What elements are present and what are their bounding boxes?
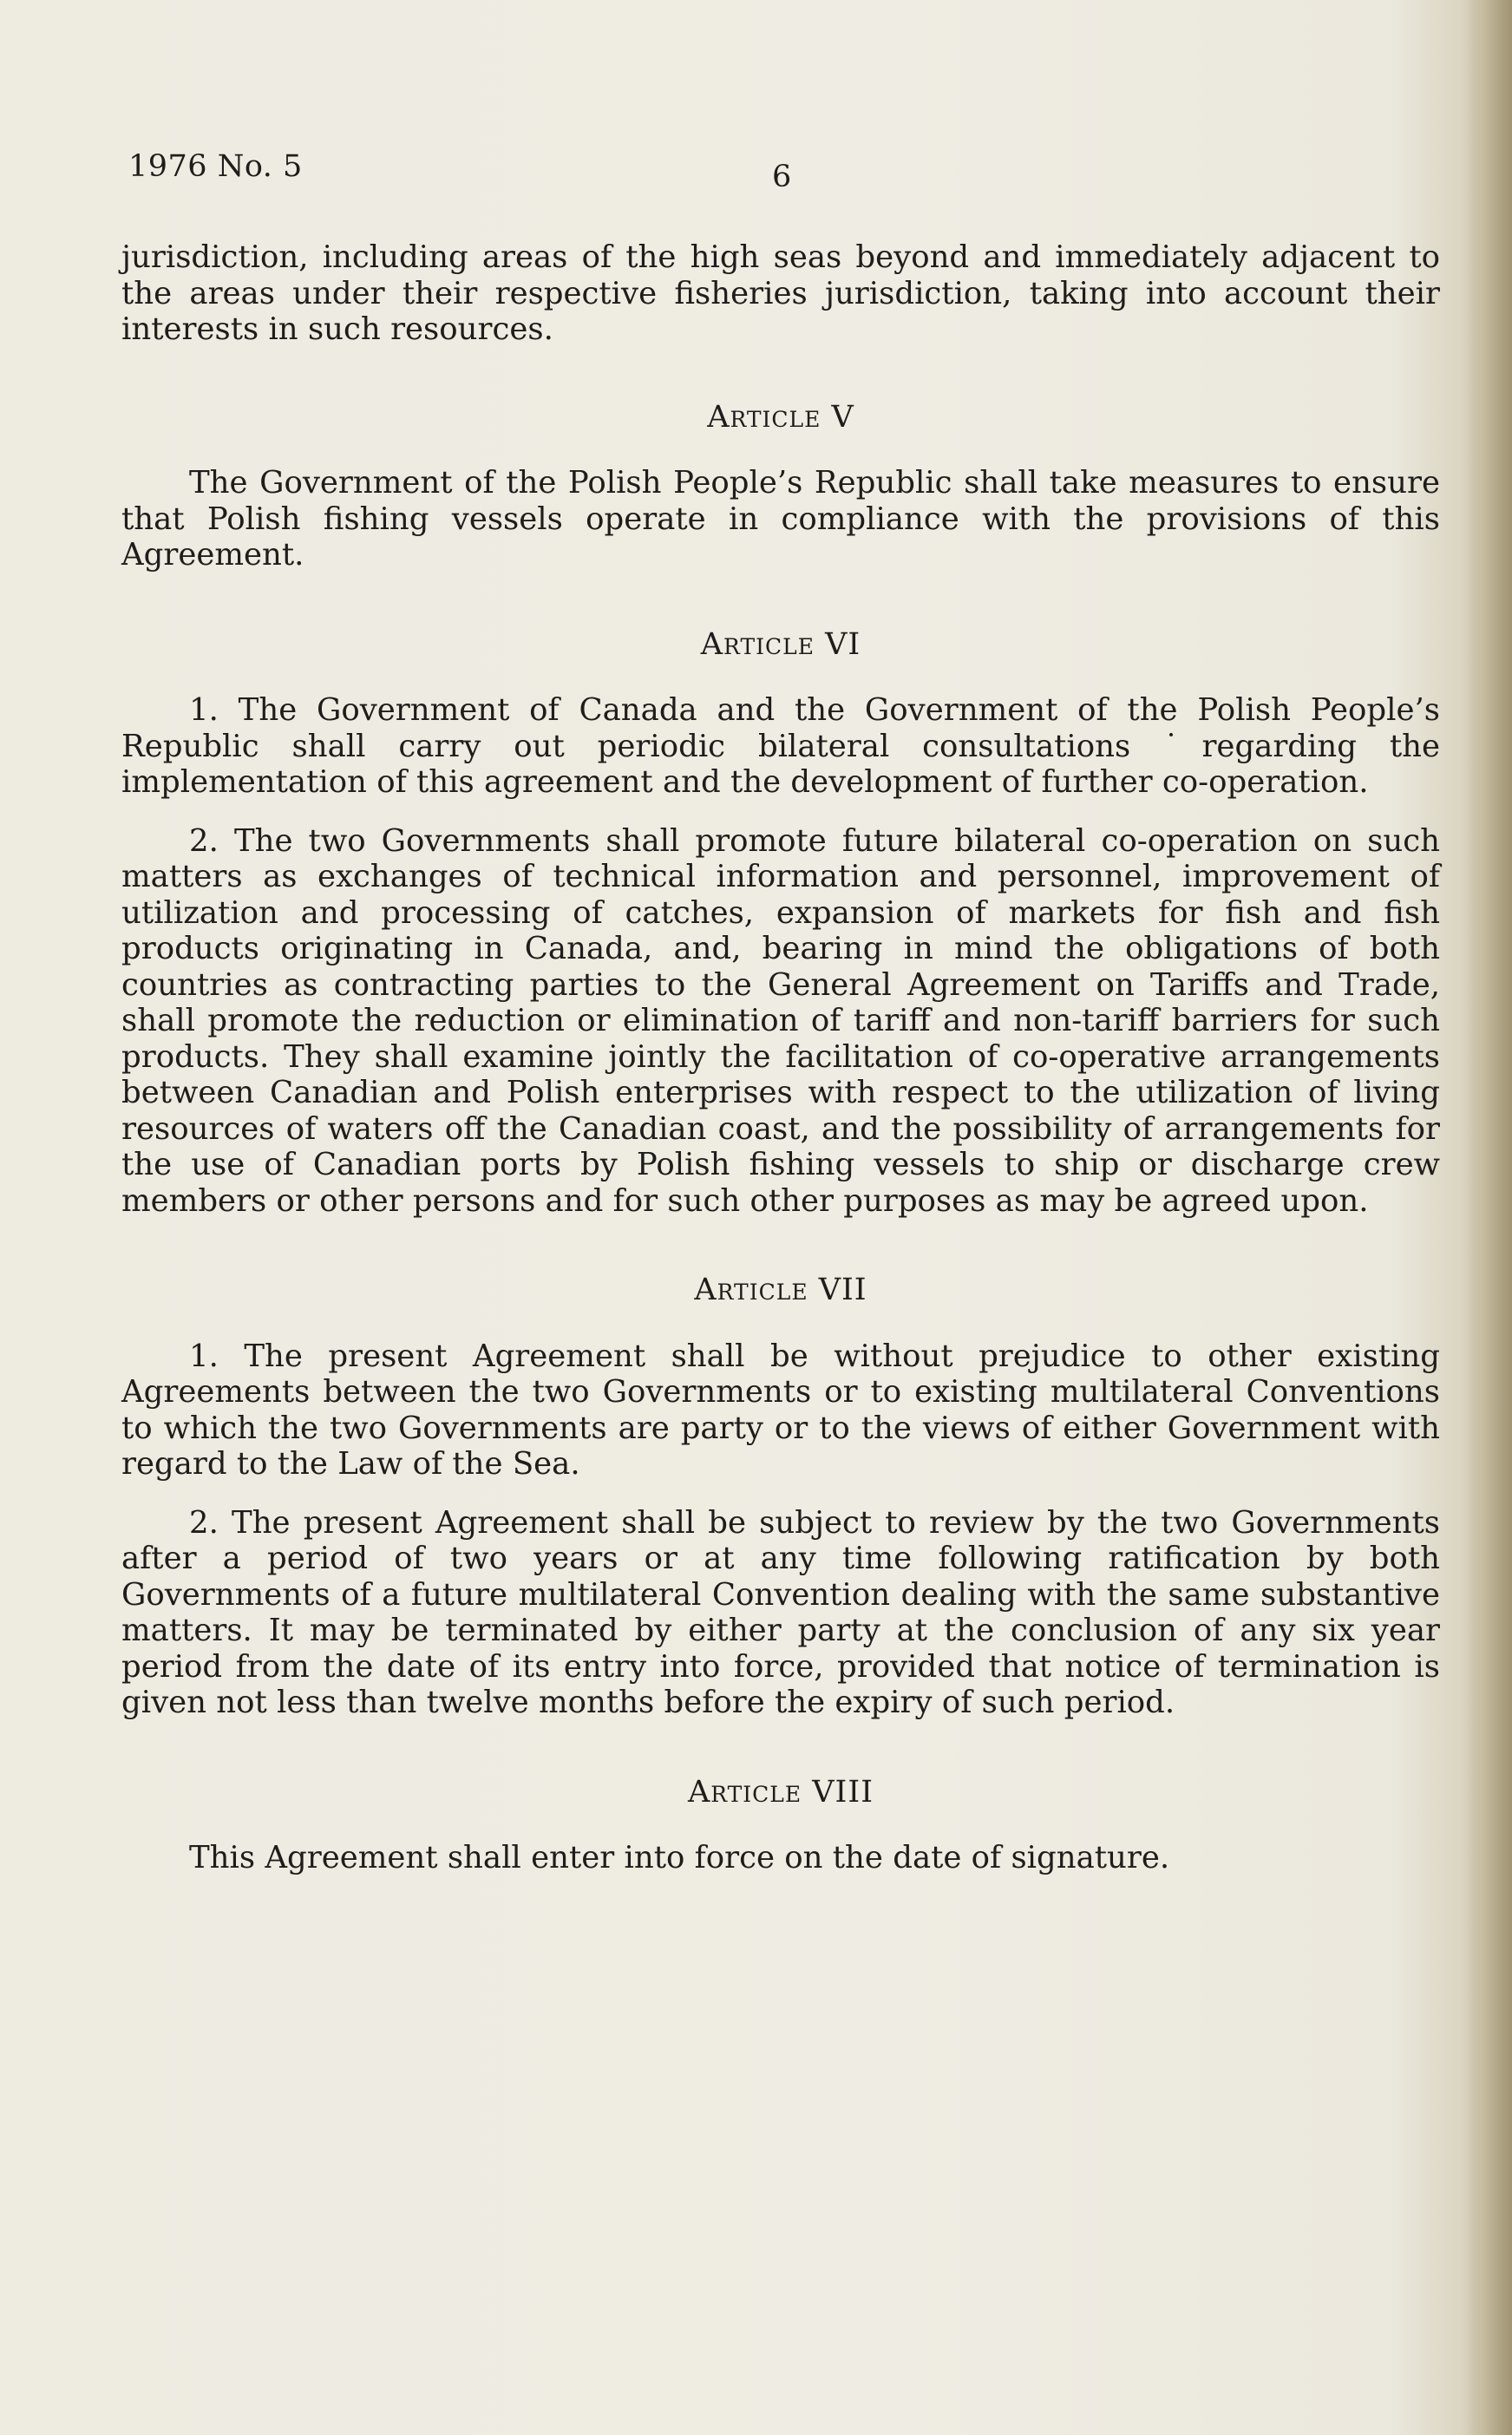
- article-5: [121, 400, 1440, 573]
- page-number: 6: [772, 160, 792, 194]
- article-paragraph: The Government of the Polish People’s Republic shall take measures to ensure that Polish fishing vessels operate in compliance with the provisions of this Agreement.: [121, 465, 1440, 573]
- article-paragraph: 2. The present Agreement shall be subject to review by the two Governments after a period of two years or at any time following ratification by both Governments of a future multilateral Convention dealing with the same substantive matters. It may be terminated by either party at the conclusion of any six year period from the date of its entry into force, provided that notice of termination is given not less than twelve months before the expiry of such period.: [121, 1504, 1440, 1720]
- article-8: [121, 1775, 1440, 1876]
- opening-paragraph: jurisdiction, including areas of the high seas beyond and immediately adjacent to the areas under their respective fisheries jurisdiction, taking into account their interests in such resources.: [121, 239, 1440, 347]
- article-heading: Article VIII: [687, 1774, 874, 1810]
- article-heading: Article VII: [694, 1273, 867, 1307]
- page-edge-shadow: [1462, 0, 1512, 2435]
- article-heading: Article VI: [700, 626, 861, 662]
- page-header: [128, 149, 1430, 201]
- article-paragraph: 1. The present Agreement shall be without prejudice to other existing Agreements between the two Governments or to existing multilateral Conventions to which the two Governments are party or to the views of either Government with regard to the Law of the Sea.: [121, 1338, 1440, 1482]
- issue-reference: 1976 No. 5: [128, 149, 303, 184]
- article-7: [121, 1273, 1440, 1721]
- article-6: [121, 627, 1440, 1220]
- article-paragraph: This Agreement shall enter into force on the date of signature.: [189, 1840, 1170, 1875]
- article-heading: Article V: [707, 399, 854, 435]
- article-paragraph: 2. The two Governments shall promote future bilateral co-operation on such matters as exchanges of technical information and personnel, improvement of utilization and processing of catches, expansion of markets for fish and fish products originating in Canada, and, bearing in mind the obligations of both countries as contracting parties to the General Agreement on Tariffs and Trade, shall promote the reduction or elimination of tariff and non-tariff barriers for such products. They shall examine jointly the facilitation of co-operative arrangements between Canadian and Polish enterprises with respect to the utilization of living resources of waters off the Canadian coast, and the possibility of arrangements for the use of Canadian ports by Polish fishing vessels to ship or discharge crew members or other persons and for such other purposes as may be agreed upon.: [121, 822, 1440, 1219]
- document-body: [121, 239, 1440, 1899]
- article-paragraph: 1. The Government of Canada and the Government of the Polish People’s Republic shall carry out periodic bilateral consultations ˙regarding the implementation of this agreement and the development of further co-operation.: [121, 692, 1440, 800]
